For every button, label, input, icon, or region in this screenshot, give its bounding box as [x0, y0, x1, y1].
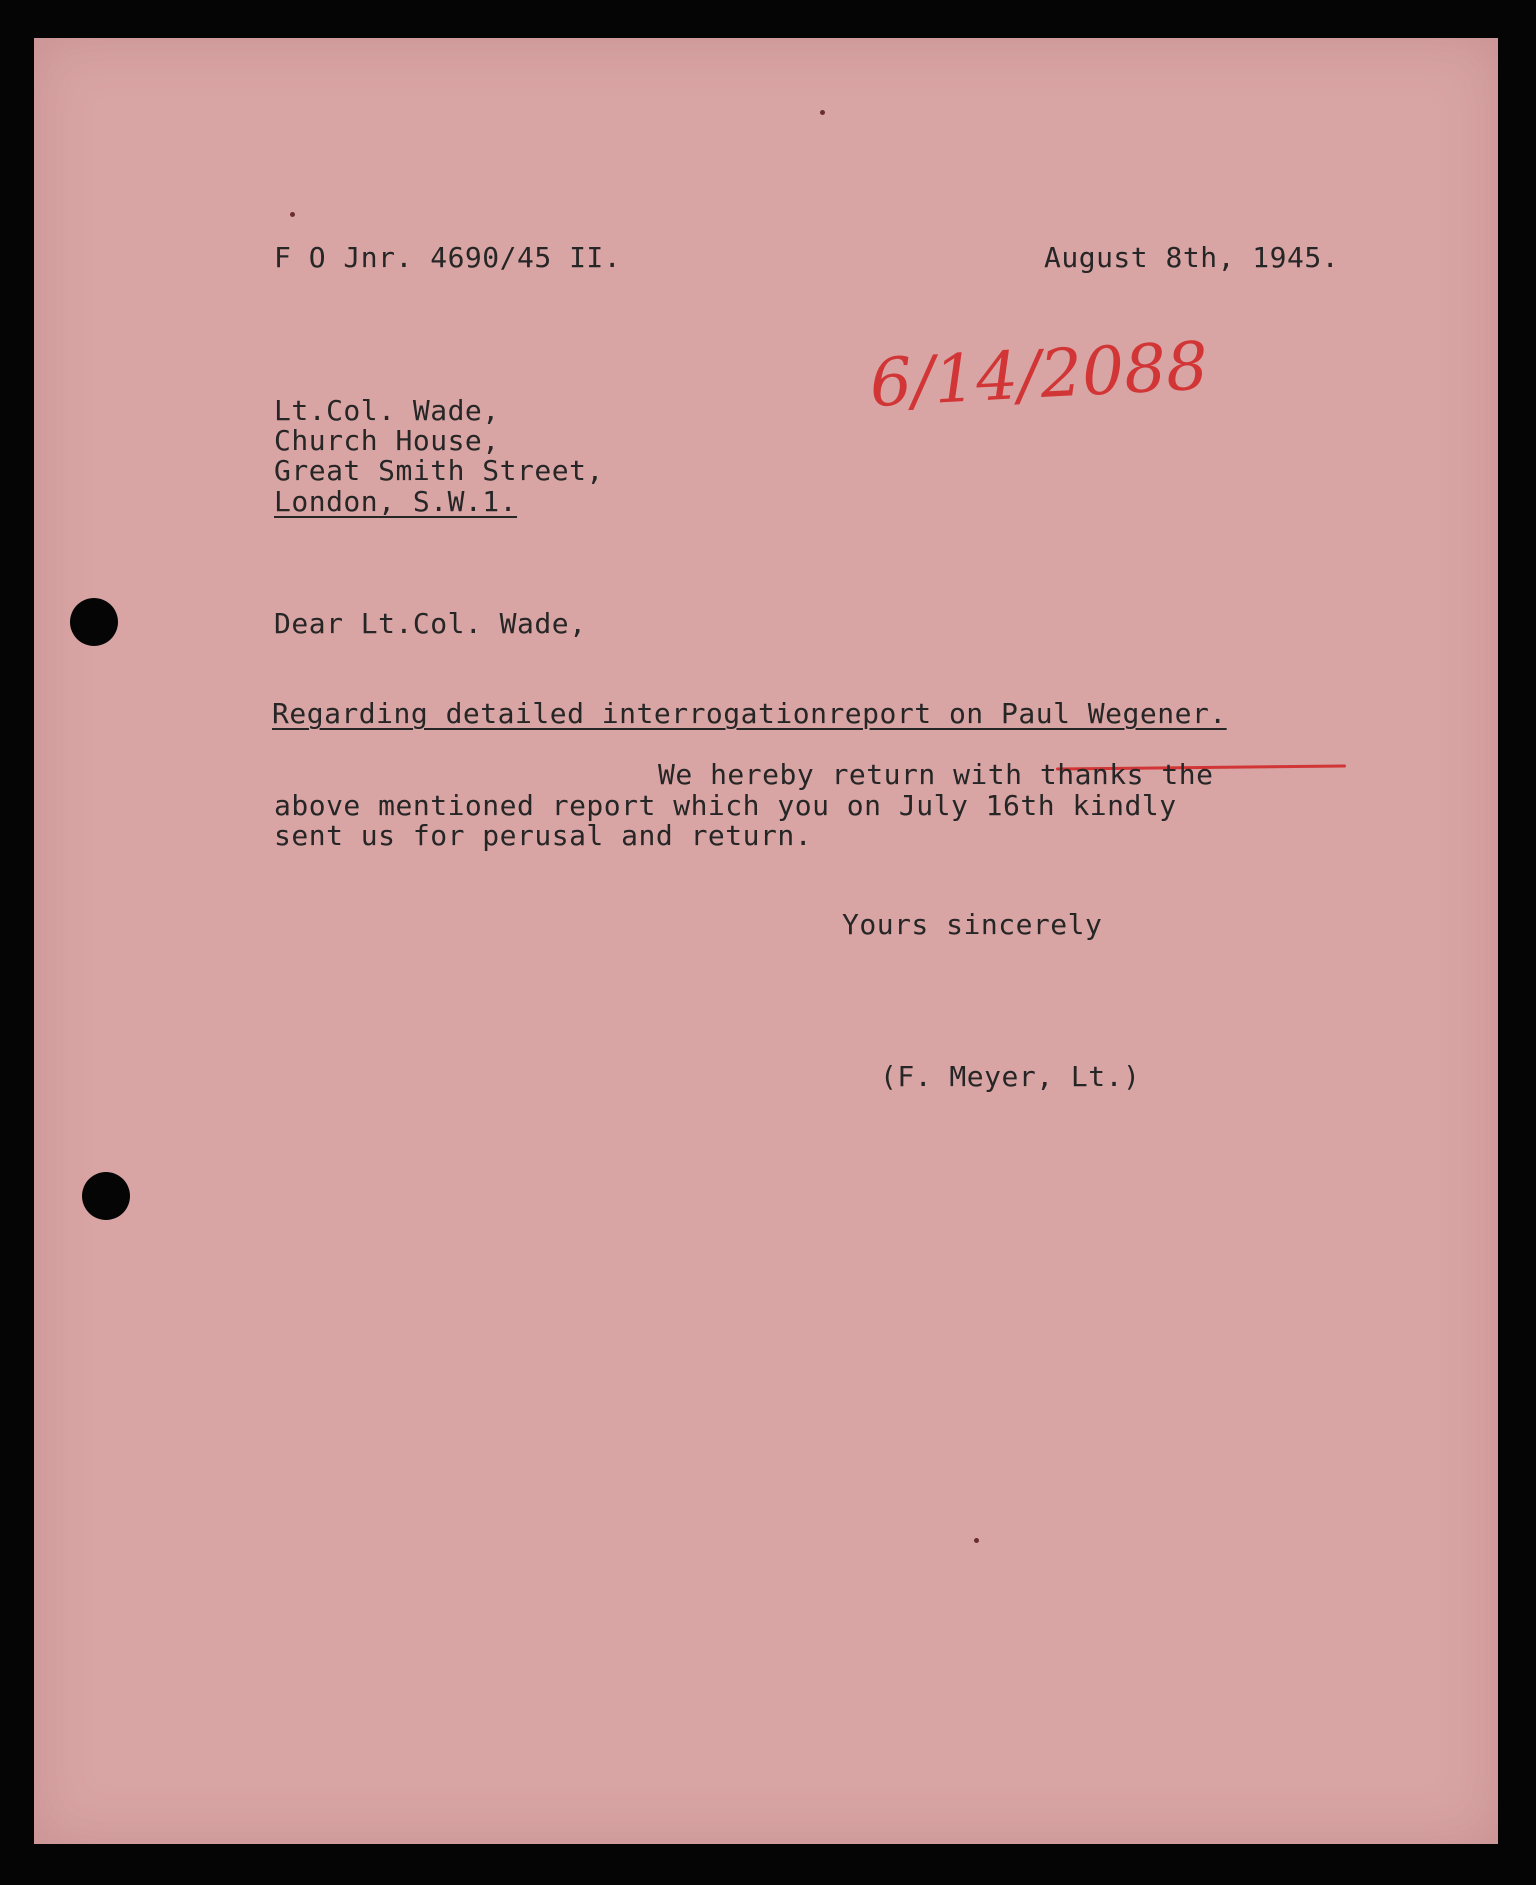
- salutation: Dear Lt.Col. Wade,: [274, 607, 587, 640]
- reference-number: F O Jnr. 4690/45 II.: [274, 241, 622, 274]
- handwritten-number: 6/14/2088: [867, 327, 1210, 422]
- closing: Yours sincerely: [842, 908, 1103, 941]
- ink-speck: [290, 212, 295, 217]
- address-line-city: London, S.W.1.: [274, 485, 518, 518]
- body-line-3: sent us for perusal and return.: [274, 819, 813, 852]
- letter-page: [34, 38, 1498, 1844]
- punch-hole-top: [70, 598, 118, 646]
- address-line-name: Lt.Col. Wade,: [274, 394, 500, 427]
- signature: (F. Meyer, Lt.): [880, 1060, 1141, 1093]
- punch-hole-bottom: [82, 1172, 130, 1220]
- body-line-2: above mentioned report which you on July 16th kindly: [274, 789, 1177, 822]
- letter-date: August 8th, 1945.: [1044, 241, 1340, 274]
- body-line-1: We hereby return with thanks the: [658, 758, 1214, 791]
- subject-line: Regarding detailed interrogationreport on Paul Wegener.: [272, 697, 1227, 730]
- ink-speck: [974, 1538, 979, 1543]
- ink-speck: [820, 110, 825, 115]
- address-line-building: Church House,: [274, 424, 500, 457]
- address-line-street: Great Smith Street,: [274, 454, 604, 487]
